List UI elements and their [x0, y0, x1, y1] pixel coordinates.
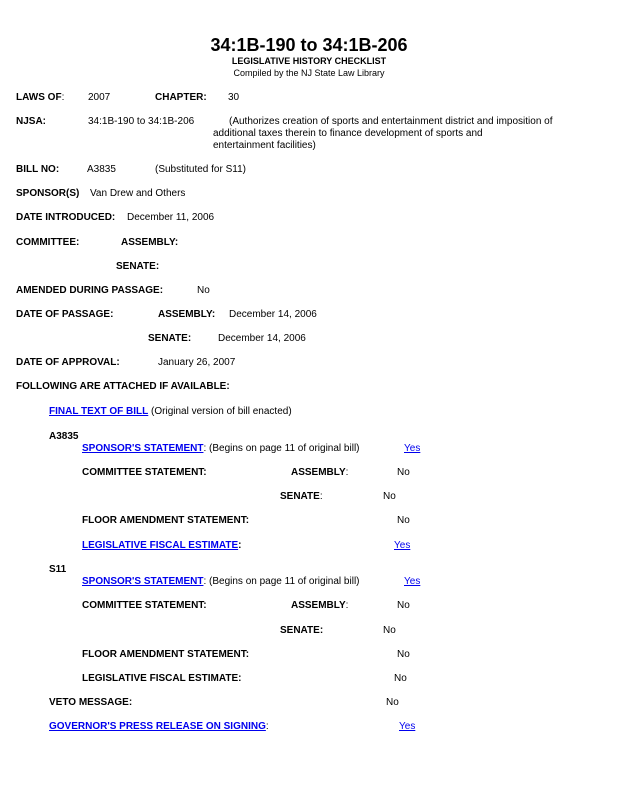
veto-label: VETO MESSAGE: [49, 697, 133, 708]
a3835-committee-label: COMMITTEE STATEMENT: [82, 467, 207, 478]
laws-of-label: LAWS OF: [16, 92, 65, 103]
passage-assembly-value: December 14, 2006 [229, 309, 317, 320]
governor-yes-link[interactable]: Yes [399, 721, 416, 732]
a3835-sponsor-note: : (Begins on page 11 of original bill) [203, 443, 360, 454]
njsa-value: 34:1B-190 to 34:1B-206 [88, 116, 195, 127]
s11-heading: S11 [49, 564, 67, 575]
page-subtitle: LEGISLATIVE HISTORY CHECKLIST [231, 56, 387, 66]
chapter-label: CHAPTER: [155, 92, 207, 103]
a3835-floor-value: No [397, 515, 410, 526]
substituted-note: (Substituted for S11) [155, 164, 246, 175]
veto-value: No [386, 697, 399, 708]
s11-fiscal-label: LEGISLATIVE FISCAL ESTIMATE: [82, 673, 242, 684]
committee-assembly-label: ASSEMBLY: [121, 237, 179, 248]
bill-no-value: A3835 [87, 164, 116, 175]
a3835-committee-senate-value: No [383, 491, 396, 502]
passage-assembly-label: ASSEMBLY: [158, 309, 216, 320]
a3835-heading: A3835 [49, 431, 79, 442]
s11-sponsor-note: : (Begins on page 11 of original bill) [203, 576, 360, 587]
a3835-committee-assembly-label: ASSEMBLY: [291, 467, 349, 478]
passage-label: DATE OF PASSAGE: [16, 309, 114, 320]
s11-committee-assembly-value: No [397, 600, 410, 611]
a3835-sponsor-row [82, 443, 360, 455]
passage-senate-label: SENATE: [148, 333, 192, 344]
njsa-description-line2: additional taxes therein to finance development of sports and [213, 128, 483, 139]
governor-row: GOVERNOR'S PRESS RELEASE ON SIGNING: [49, 721, 269, 732]
attached-heading: FOLLOWING ARE ATTACHED IF AVAILABLE: [16, 381, 230, 392]
njsa-description-line3: entertainment facilities) [213, 140, 316, 151]
date-introduced-label: DATE INTRODUCED: [16, 212, 116, 223]
s11-committee-senate-label: SENATE: [280, 625, 324, 636]
s11-floor-value: No [397, 649, 410, 660]
sponsors-label: SPONSOR(S) [16, 188, 80, 199]
page-title: 34:1B-190 to 34:1B-206 [210, 35, 408, 55]
chapter-value: 30 [228, 92, 240, 103]
a3835-sponsor-statement-link[interactable]: SPONSOR'S STATEMENT [82, 443, 204, 454]
approval-value: January 26, 2007 [158, 357, 236, 368]
njsa-label: NJSA: [16, 116, 47, 127]
a3835-committee-senate-label: SENATE: [280, 491, 323, 502]
compiled-by: Compiled by the NJ State Law Library [233, 68, 385, 78]
s11-sponsor-statement-link[interactable]: SPONSOR'S STATEMENT [82, 576, 204, 587]
njsa-description-line1: (Authorizes creation of sports and entertainment district and imposition of [229, 116, 553, 127]
passage-senate-value: December 14, 2006 [218, 333, 306, 344]
bill-no-label: BILL NO: [16, 164, 60, 175]
s11-floor-label: FLOOR AMENDMENT STATEMENT: [82, 649, 250, 660]
s11-fiscal-value: No [394, 673, 407, 684]
final-text-note: (Original version of bill enacted) [148, 406, 292, 417]
s11-committee-assembly-label: ASSEMBLY: [291, 600, 349, 611]
final-text-row [49, 406, 292, 418]
final-text-link[interactable]: FINAL TEXT OF BILL [49, 406, 149, 417]
s11-sponsor-row [82, 576, 360, 588]
a3835-sponsor-yes-link[interactable]: Yes [404, 443, 421, 454]
s11-sponsor-yes-link[interactable]: Yes [404, 576, 421, 587]
committee-senate-label: SENATE: [116, 261, 160, 272]
a3835-fiscal-estimate-link[interactable]: LEGISLATIVE FISCAL ESTIMATE [82, 540, 239, 551]
amended-value: No [197, 285, 210, 296]
s11-committee-label: COMMITTEE STATEMENT: [82, 600, 207, 611]
a3835-floor-label: FLOOR AMENDMENT STATEMENT: [82, 515, 250, 526]
governor-press-release-link[interactable]: GOVERNOR'S PRESS RELEASE ON SIGNING [49, 721, 266, 732]
committee-label: COMMITTEE: [16, 237, 80, 248]
sponsors-value: Van Drew and Others [90, 188, 186, 199]
laws-of-value: 2007 [88, 92, 111, 103]
a3835-committee-assembly-value: No [397, 467, 410, 478]
a3835-fiscal-row: LEGISLATIVE FISCAL ESTIMATE: [82, 540, 242, 551]
a3835-fiscal-yes-link[interactable]: Yes [394, 540, 411, 551]
amended-label: AMENDED DURING PASSAGE: [16, 285, 164, 296]
s11-committee-senate-value: No [383, 625, 396, 636]
approval-label: DATE OF APPROVAL: [16, 357, 120, 368]
date-introduced-value: December 11, 2006 [127, 212, 215, 223]
